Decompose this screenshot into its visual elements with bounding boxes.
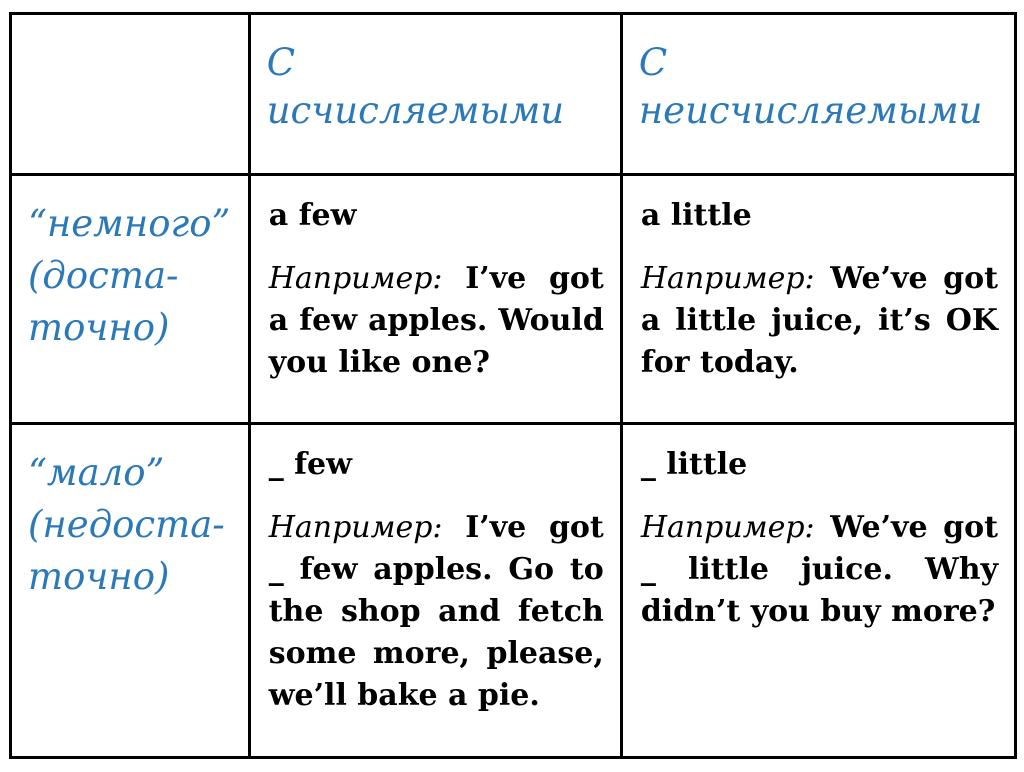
example-text: We’ve got a little juice, it’s OK for today. bbox=[640, 260, 998, 380]
header-countable: С исчисляемыми bbox=[266, 41, 565, 132]
row-label-cell bbox=[11, 423, 250, 757]
example bbox=[269, 507, 604, 717]
corner-text bbox=[12, 15, 248, 39]
uncountable-cell bbox=[621, 174, 1015, 423]
table-row bbox=[11, 174, 1016, 423]
header-uncountable: С неисчисляемыми bbox=[638, 41, 983, 132]
example bbox=[641, 258, 998, 384]
row-label: “мало” (недоста-точно) bbox=[28, 450, 225, 598]
example-text: I’ve got a few apples. Would you like one? bbox=[268, 260, 604, 380]
grammar-table bbox=[9, 12, 1017, 759]
countable-cell bbox=[249, 423, 621, 757]
uncountable-cell bbox=[621, 423, 1015, 757]
quantifier-word: _ little bbox=[640, 446, 748, 482]
header-uncountable-cell bbox=[621, 14, 1015, 175]
example bbox=[641, 507, 998, 633]
example-text: We’ve got _ little juice. Why didn’t you buy more? bbox=[640, 509, 998, 629]
quantifier-word: _ few bbox=[268, 446, 352, 482]
row-label-cell bbox=[11, 174, 250, 423]
header-row bbox=[11, 14, 1016, 175]
example-label: Например: bbox=[268, 260, 443, 296]
example-label: Например: bbox=[268, 509, 443, 545]
header-countable-cell bbox=[249, 14, 621, 175]
countable-cell bbox=[249, 174, 621, 423]
example-label: Например: bbox=[640, 260, 815, 296]
example-text: I’ve got _ few apples. Go to the shop and fetch some more, please, we’ll bake a pie. bbox=[268, 509, 604, 713]
quantifier-word: a few bbox=[268, 197, 357, 233]
quantifier-word: a little bbox=[640, 197, 752, 233]
example-label: Например: bbox=[640, 509, 815, 545]
corner-cell bbox=[11, 14, 250, 175]
row-label: “немного” (доста-точно) bbox=[28, 201, 231, 349]
example bbox=[269, 258, 604, 384]
table-row bbox=[11, 423, 1016, 757]
